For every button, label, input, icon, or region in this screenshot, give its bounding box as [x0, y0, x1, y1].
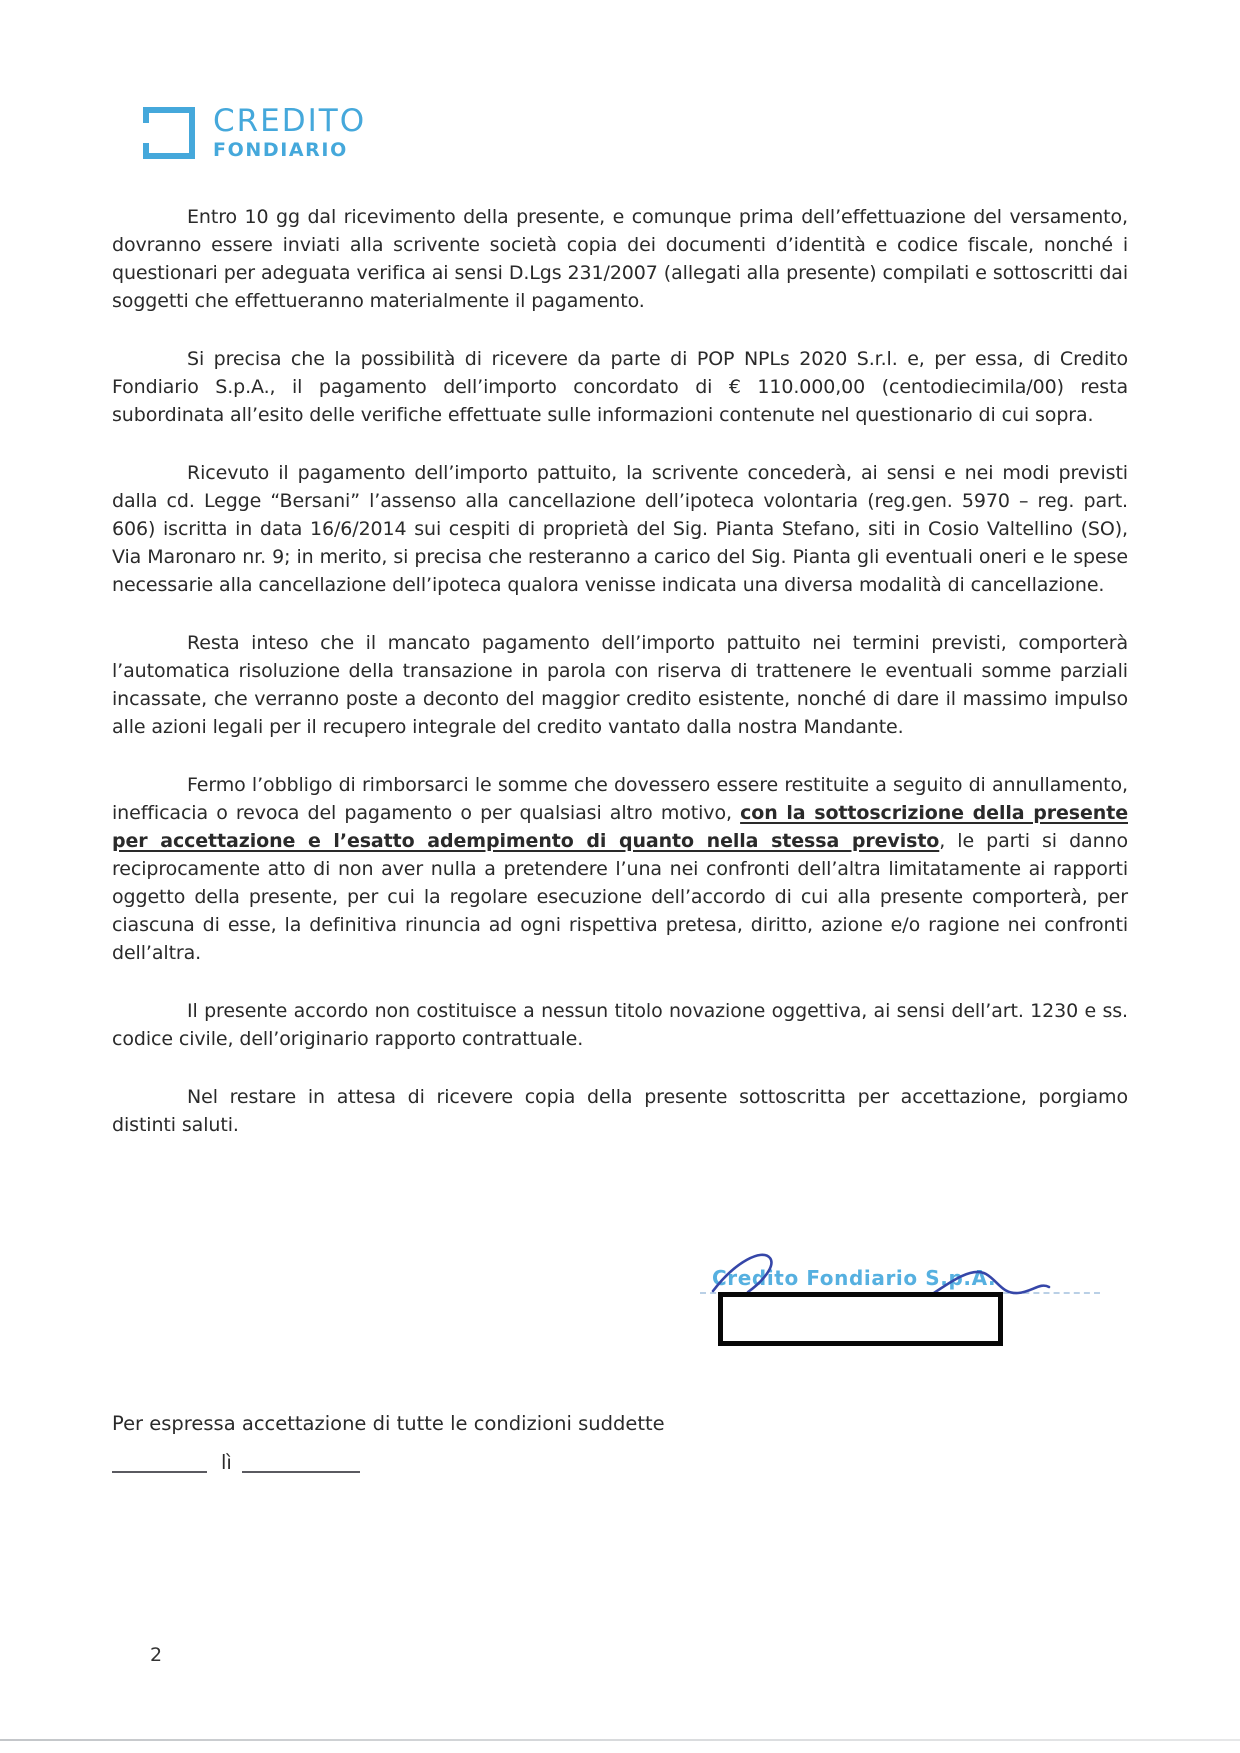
date-blank-line — [242, 1455, 360, 1473]
paragraph-5 — [112, 771, 1128, 967]
acceptance-text: Per espressa accettazione di tutte le condizioni suddette — [112, 1412, 665, 1435]
paragraph-5-post: , le parti si danno reciprocamente atto di non aver nulla a pretendere l’una nei confronti dell’altra limitatamente ai rapporti oggetto della presente, per cui la regolare esecuzione dell’accordo di cui alla presente comporterà, per ciascuna di esse, la definitiva rinuncia ad ogni rispettiva pretesa, diritto, azione e/o ragione nei confronti dell’altra. — [112, 830, 1128, 964]
acceptance-block — [112, 1412, 665, 1473]
logo-wordmark — [213, 103, 367, 161]
page-number: 2 — [150, 1644, 163, 1666]
paragraph-5-emphasis: con la sottoscrizione della presente per accettazione e l’esatto adempimento di quanto nella stessa previsto — [112, 802, 1128, 852]
paragraph-1: Entro 10 gg dal ricevimento della presente, e comunque prima dell’effettuazione del versamento, dovranno essere inviati alla scrivente società copia dei documenti d’identità e codice fiscale, nonché i questionari per adeguata verifica ai sensi D.Lgs 231/2007 (allegati alla presente) compilati e sottoscritti dai soggetti che effettueranno materialmente il pagamento. — [112, 206, 1128, 312]
paragraph-3: Ricevuto il pagamento dell’importo pattuito, la scrivente concederà, ai sensi e nei modi previsti dalla cd. Legge “Bersani” l’assenso alla cancellazione dell’ipoteca volontaria (reg.gen. 5970 – reg. part. 606) iscritta in data 16/6/2014 sui cespiti di proprietà del Sig. Pianta Stefano, siti in Cosio Valtellino (SO), Via Maronaro nr. 9; in merito, si precisa che resteranno a carico del Sig. Pianta gli eventuali oneri e le spese necessarie alla cancellazione dell’ipoteca qualora venisse indicata una diversa modalità di cancellazione. — [112, 462, 1128, 596]
paragraph-2: Si precisa che la possibilità di ricevere da parte di POP NPLs 2020 S.r.l. e, per essa, di Credito Fondiario S.p.A., il pagamento dell’importo concordato di € 110.000,00 (centodiecimila/00) resta subordinata all’esito delle verifiche effettuate sulle informazioni contenute nel questionario di cui sopra. — [112, 348, 1128, 426]
paragraph-5-pre: Fermo l’obbligo di rimborsarci le somme che dovessero essere restituite a seguito di annullamento, inefficacia o revoca del pagamento o per qualsiasi altro motivo, — [112, 774, 1128, 824]
acceptance-sign-row — [112, 1453, 665, 1473]
logo-word-credito: CREDITO — [213, 103, 367, 139]
place-blank-line — [112, 1455, 207, 1473]
paragraph-4: Resta inteso che il mancato pagamento dell’importo pattuito nei termini previsti, comporterà l’automatica risoluzione della transazione in parola con riserva di trattenere le eventuali somme parziali incassate, che verranno poste a deconto del maggior credito esistente, nonché di dare il massimo impulso alle azioni legali per il recupero integrale del credito vantato dalla nostra Mandante. — [112, 632, 1128, 738]
paragraph-6: Il presente accordo non costituisce a nessun titolo novazione oggettiva, ai sensi dell’art. 1230 e ss. codice civile, dell’originario rapporto contrattuale. — [112, 1000, 1128, 1050]
signature-company-name: Credito Fondiario S.p.A. — [712, 1266, 997, 1290]
redacted-signature-box — [718, 1292, 1003, 1346]
logo-word-fondiario: FONDIARIO — [213, 139, 348, 161]
paragraph-7: Nel restare in attesa di ricevere copia della presente sottoscritta per accettazione, porgiamo distinti saluti. — [112, 1086, 1128, 1136]
scan-edge-line — [0, 1739, 1240, 1741]
logo-square-icon — [143, 106, 195, 160]
letter-body — [112, 203, 1128, 1169]
li-label: lì — [221, 1451, 232, 1474]
credito-fondiario-logo — [143, 103, 367, 161]
